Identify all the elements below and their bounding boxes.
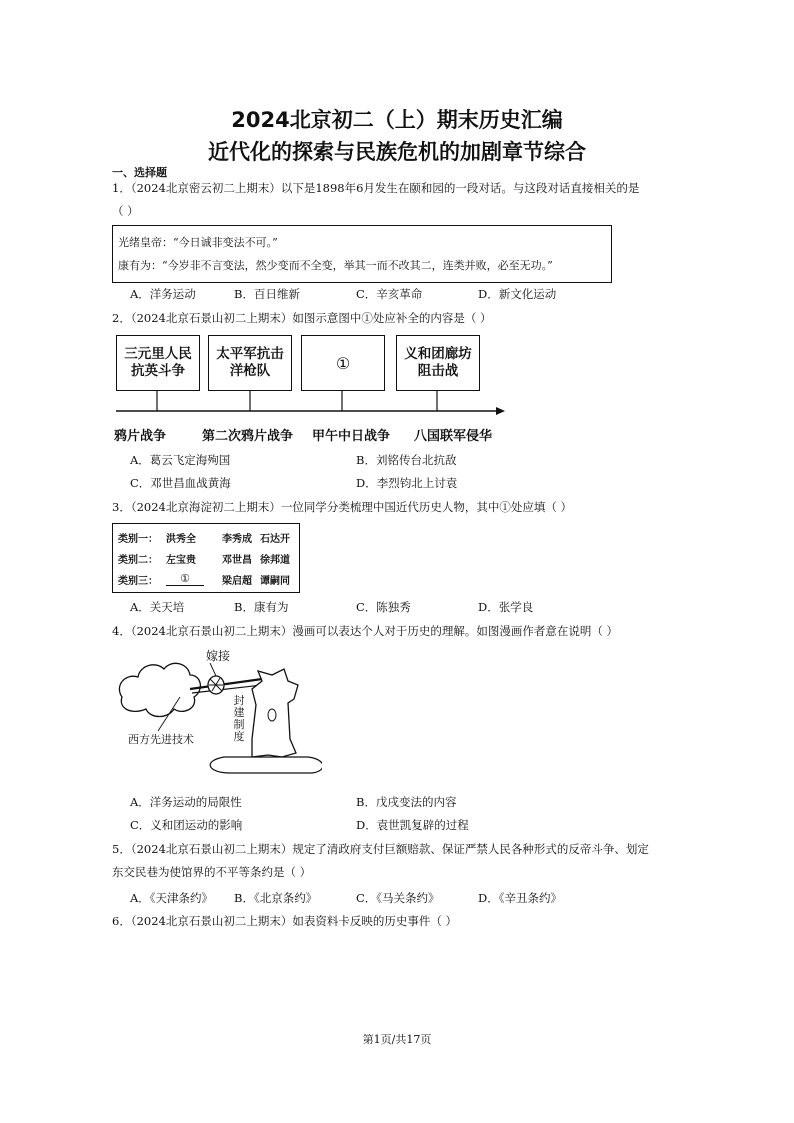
cartoon-label-graft: 嫁接 <box>206 649 231 663</box>
section-heading: 一、选择题 <box>112 166 167 179</box>
q5-option-a[interactable]: A．《天津条约》 <box>130 891 214 905</box>
page-number: 第1页/共17页 <box>362 1033 432 1046</box>
q4-stem: 4．（2024北京石景山初二上期末）漫画可以表达个人对于历史的理解。如图漫画作者意在说明（ ） <box>112 624 618 638</box>
q1-stem-line1: 1．（2024北京密云初二上期末）以下是1898年6月发生在颐和园的一段对话。与这段对话直接相关的是 <box>112 181 640 195</box>
timeline-label-2: 第二次鸦片战争 <box>202 429 294 444</box>
q3-option-a[interactable]: A．关天培 <box>130 600 185 614</box>
q1-stem-line2: （ ） <box>112 204 139 218</box>
timeline-label-1: 鸦片战争 <box>114 429 167 444</box>
q5-stem-line2: 东交民巷为使馆界的不平等条约是（ ） <box>112 865 312 879</box>
q1-option-c[interactable]: C．辛亥革命 <box>356 287 423 301</box>
q2-stem: 2．（2024北京石景山初二上期末）如图示意图中①处应补全的内容是（ ） <box>112 311 492 325</box>
q6-stem: 6．（2024北京石景山初二上期末）如表资料卡反映的历史事件（ ） <box>112 914 457 928</box>
q3-option-d[interactable]: D．张学良 <box>478 600 534 614</box>
q4-option-b[interactable]: B．戊戌变法的内容 <box>356 795 457 809</box>
timeline-box-3-blank: ① <box>301 335 385 391</box>
q2-option-c[interactable]: C．邓世昌血战黄海 <box>130 476 231 490</box>
q4-option-d[interactable]: D．袁世凯复辟的过程 <box>356 818 469 832</box>
q5-option-d[interactable]: D．《辛丑条约》 <box>478 891 562 905</box>
q4-option-a[interactable]: A．洋务运动的局限性 <box>130 795 242 809</box>
cartoon-drawing <box>112 645 322 785</box>
q1-option-d[interactable]: D．新文化运动 <box>478 287 557 301</box>
q3-stem: 3．（2024北京海淀初二上期末）一位同学分类梳理中国近代历史人物，其中①处应填（ ） <box>112 500 572 514</box>
q4-option-c[interactable]: C．义和团运动的影响 <box>130 818 243 832</box>
q5-option-c[interactable]: C．《马关条约》 <box>356 891 440 905</box>
q2-option-b[interactable]: B．刘铭传台北抗敌 <box>356 453 457 467</box>
doc-title-line2: 近代化的探索与民族危机的加剧章节综合 <box>208 140 586 164</box>
doc-title-line1: 2024北京初二（上）期末历史汇编 <box>231 108 563 132</box>
q4-cartoon <box>112 645 322 785</box>
timeline-box-4: 义和团廊坊 阻击战 <box>396 335 480 391</box>
q3-blank: ① <box>166 572 204 586</box>
q3-option-b[interactable]: B．康有为 <box>234 600 289 614</box>
q3-option-c[interactable]: C．陈独秀 <box>356 600 411 614</box>
q5-stem-line1: 5．（2024北京石景山初二上期末）规定了清政府支付巨额赔款、保证严禁人民各种形式的反帝斗争、划定 <box>112 842 649 856</box>
cartoon-label-trunk: 封 建 制 度 <box>233 694 245 743</box>
q2-option-d[interactable]: D．李烈钧北上讨袁 <box>356 476 458 490</box>
timeline-label-4: 八国联军侵华 <box>414 429 493 444</box>
q1-dialog-line2: 康有为：“今岁非不言变法，然少变而不全变，举其一而不改其二，连类并败，必至无功。” <box>118 259 553 272</box>
q1-option-a[interactable]: A．洋务运动 <box>130 287 196 301</box>
q1-option-b[interactable]: B．百日维新 <box>234 287 300 301</box>
timeline-box-2: 太平军抗击 洋枪队 <box>208 335 292 391</box>
timeline-label-3: 甲午中日战争 <box>312 429 391 444</box>
q2-option-a[interactable]: A．葛云飞定海殉国 <box>130 453 231 467</box>
q1-dialog-line1: 光绪皇帝：“今日诚非变法不可。” <box>118 236 278 249</box>
q2-timeline-diagram <box>112 333 512 445</box>
cartoon-label-tech: 西方先进技术 <box>128 733 194 746</box>
q5-option-b[interactable]: B．《北京条约》 <box>234 891 318 905</box>
timeline-box-1: 三元里人民 抗英斗争 <box>116 335 200 391</box>
